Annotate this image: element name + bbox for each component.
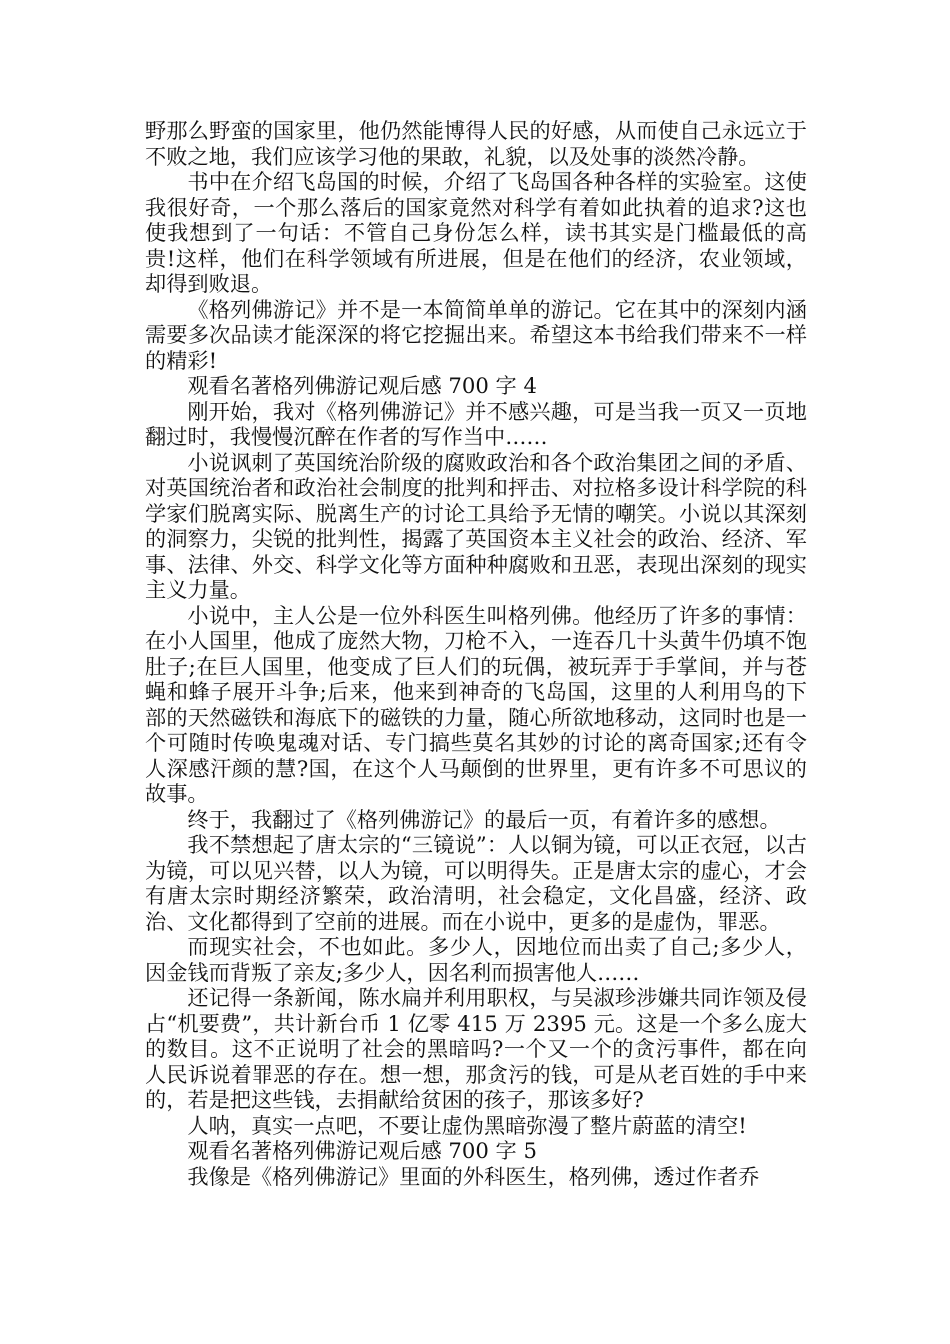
paragraph-6: 小说讽刺了英国统治阶级的腐败政治和各个政治集团之间的矛盾、对英国统治者和政治社会制度的批判和抨击、对拉格多设计科学院的科学家们脱离实际、脱离生产的讨论工具给予无情的嘲笑。小说以其深刻的洞察力，尖锐的批判性，揭露了英国资本主义社会的政治、经济、军事、法律、外交、科学文化等方面种种腐败和丑恶，表现出深刻的现实主义力量。 (145, 449, 807, 602)
paragraph-2: 书中在介绍飞岛国的时候，介绍了飞岛国各种各样的实验室。这使我很好奇，一个那么落后的国家竟然对科学有着如此执着的追求?这也使我想到了一句话：不管自己身份怎么样，读书其实是门槛最低的高贵!这样，他们在科学领域有所进展，但是在他们的经济，农业领域，却得到败退。 (145, 169, 807, 296)
document-page (145, 118, 807, 1189)
paragraph-9: 我不禁想起了唐太宗的“三镜说”：人以铜为镜，可以正衣冠，以古为镜，可以见兴替，以人为镜，可以明得失。正是唐太宗的虚心，才会有唐太宗时期经济繁荣，政治清明，社会稳定，文化昌盛，经济、政治、文化都得到了空前的进展。而在小说中，更多的是虚伪，罪恶。 (145, 832, 807, 934)
paragraph-11: 还记得一条新闻，陈水扁并利用职权，与吴淑珍涉嫌共同诈领及侵占“机要费”，共计新台币 1 亿零 415 万 2395 元。这是一个多么庞大的数目。这不正说明了社会的黑暗吗?一个又一个的贪污事件，都在向人民诉说着罪恶的存在。想一想，那贪污的钱，可是从老百姓的手中来的，若是把这些钱，去捐献给贫困的孩子，那该多好? (145, 985, 807, 1112)
paragraph-7: 小说中，主人公是一位外科医生叫格列佛。他经历了许多的事情：在小人国里，他成了庞然大物，刀枪不入，一连吞几十头黄牛仍填不饱肚子;在巨人国里，他变成了巨人们的玩偶，被玩弄于手掌间，并与苍蝇和蜂子展开斗争;后来，他来到神奇的飞岛国，这里的人利用鸟的下部的天然磁铁和海底下的磁铁的力量，随心所欲地移动，这同时也是一个可随时传唤鬼魂对话、专门搞些莫名其妙的讨论的离奇国家;还有令人深感汗颜的慧?国，在这个人马颠倒的世界里，更有许多不可思议的故事。 (145, 602, 807, 806)
paragraph-1: 野那么野蛮的国家里，他仍然能博得人民的好感，从而使自己永远立于不败之地，我们应该学习他的果敢，礼貌，以及处事的淡然冷静。 (145, 118, 807, 169)
section-heading-4: 观看名著格列佛游记观后感 700 字 4 (187, 373, 537, 398)
paragraph-5: 刚开始，我对《格列佛游记》并不感兴趣，可是当我一页又一页地翻过时，我慢慢沉醉在作者的写作当中…… (145, 398, 807, 449)
paragraph-8: 终于，我翻过了《格列佛游记》的最后一页，有着许多的感想。 (187, 806, 781, 832)
paragraph-3: 《格列佛游记》并不是一本简简单单的游记。它在其中的深刻内涵需要多次品读才能深深的将它挖掘出来。希望这本书给我们带来不一样的精彩! (145, 296, 807, 373)
paragraph-12: 人呐，真实一点吧，不要让虚伪黑暗弥漫了整片蔚蓝的清空! (187, 1112, 747, 1138)
section-heading-5: 观看名著格列佛游记观后感 700 字 5 (187, 1138, 537, 1163)
paragraph-10: 而现实社会，不也如此。多少人，因地位而出卖了自己;多少人，因金钱而背叛了亲友;多少人，因名利而损害他人…… (145, 934, 807, 985)
paragraph-14: 我像是《格列佛游记》里面的外科医生，格列佛，透过作者乔 (187, 1163, 760, 1189)
